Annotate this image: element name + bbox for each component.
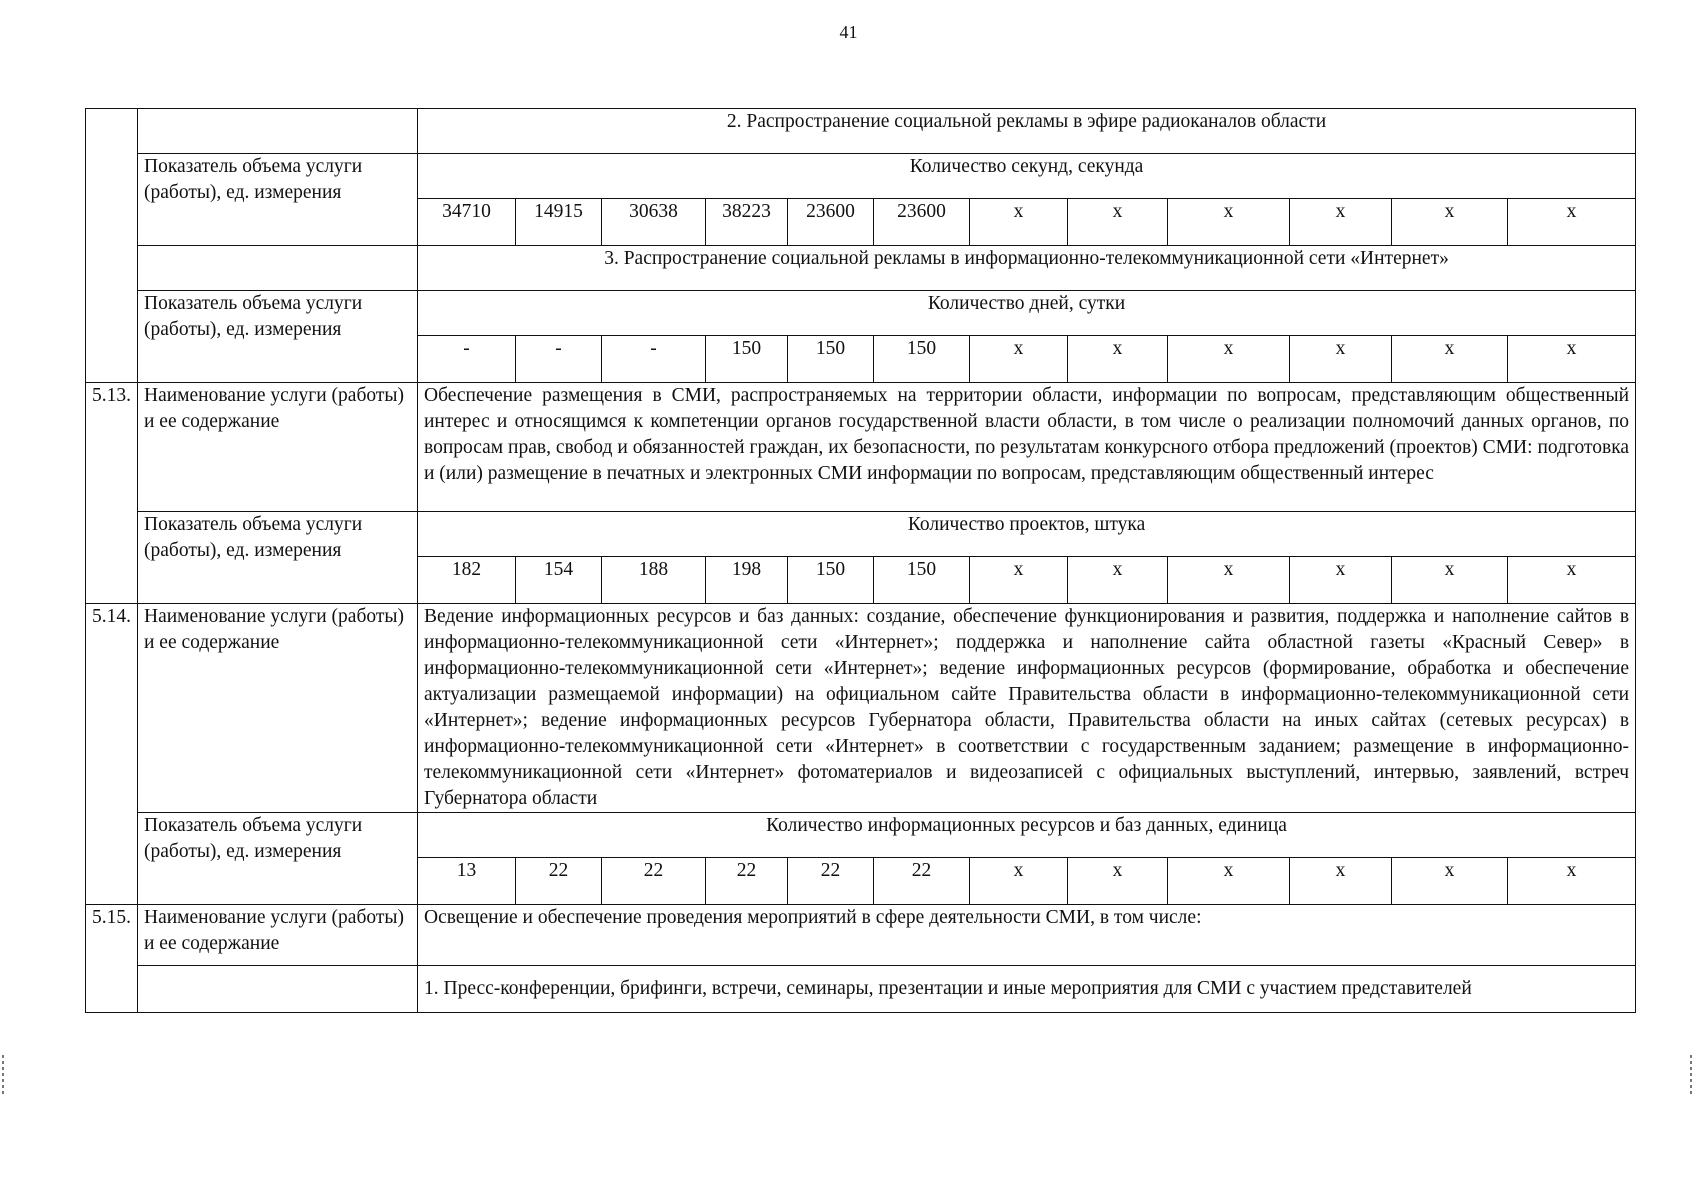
value-cell: x bbox=[1168, 336, 1290, 383]
service-5-14-unit-row bbox=[86, 813, 1636, 858]
value-cell: x bbox=[1068, 199, 1168, 246]
service-5-15-row bbox=[86, 905, 1636, 966]
value-cell: 188 bbox=[602, 557, 706, 604]
value-cell: 30638 bbox=[602, 199, 706, 246]
value-cell: x bbox=[1290, 557, 1392, 604]
service-number: 5.13. bbox=[86, 383, 138, 604]
value-cell: x bbox=[1068, 336, 1168, 383]
value-cell: 150 bbox=[706, 336, 788, 383]
scan-edge-mark bbox=[2, 1055, 4, 1095]
value-cell: 150 bbox=[874, 336, 970, 383]
indicator-label: Показатель объема услуги (работы), ед. измерения bbox=[138, 813, 418, 905]
value-cell: x bbox=[1290, 858, 1392, 905]
service-label: Наименование услуги (работы) и ее содержание bbox=[138, 905, 418, 966]
value-cell: x bbox=[1508, 199, 1636, 246]
value-cell: x bbox=[1168, 858, 1290, 905]
value-cell: 23600 bbox=[874, 199, 970, 246]
value-cell: 22 bbox=[874, 858, 970, 905]
block-3-unit-row bbox=[86, 291, 1636, 336]
services-table bbox=[85, 108, 1636, 1013]
indicator-label: Показатель объема услуги (работы), ед. измерения bbox=[138, 512, 418, 604]
service-5-14-row bbox=[86, 604, 1636, 813]
service-label: Наименование услуги (работы) и ее содержание bbox=[138, 383, 418, 512]
service-number: 5.14. bbox=[86, 604, 138, 905]
sub-item: 1. Пресс-конференции, брифинги, встречи, семинары, презентации и иные мероприятия для СМИ с участием представителей bbox=[418, 966, 1636, 1013]
service-label: Наименование услуги (работы) и ее содержание bbox=[138, 604, 418, 813]
page-number: 41 bbox=[839, 22, 858, 42]
block-2-title-row bbox=[86, 109, 1636, 154]
service-number: 5.15. bbox=[86, 905, 138, 1013]
value-cell: x bbox=[970, 336, 1068, 383]
value-cell: 182 bbox=[418, 557, 516, 604]
value-cell: - bbox=[418, 336, 516, 383]
value-cell: x bbox=[1168, 557, 1290, 604]
value-cell: 198 bbox=[706, 557, 788, 604]
value-cell: 14915 bbox=[516, 199, 602, 246]
empty-label-cell bbox=[138, 966, 418, 1013]
value-cell: 150 bbox=[788, 336, 874, 383]
value-cell: 22 bbox=[706, 858, 788, 905]
value-cell: x bbox=[1068, 557, 1168, 604]
value-cell: x bbox=[1392, 557, 1508, 604]
value-cell: x bbox=[1508, 557, 1636, 604]
block-title: 2. Распространение социальной рекламы в эфире радиоканалов области bbox=[418, 109, 1636, 154]
value-cell: x bbox=[1068, 858, 1168, 905]
unit-cell: Количество секунд, секунда bbox=[418, 154, 1636, 199]
value-cell: x bbox=[1290, 199, 1392, 246]
value-cell: x bbox=[1168, 199, 1290, 246]
value-cell: x bbox=[1392, 858, 1508, 905]
service-description: Обеспечение размещения в СМИ, распространяемых на территории области, информации по вопросам, представляющим общественный интерес и относящимся к компетенции органов государственной власти области, в том числе о реализации полномочий данных органов, по вопросам прав, свобод и обязанностей граждан, их безопасности, по результатам конкурсного отбора предложений (проектов) СМИ: подготовка и (или) размещение в печатных и электронных СМИ информации по вопросам, представляющим общественный интерес bbox=[418, 383, 1636, 512]
value-cell: x bbox=[1508, 336, 1636, 383]
value-cell: 34710 bbox=[418, 199, 516, 246]
value-cell: - bbox=[602, 336, 706, 383]
value-cell: x bbox=[1290, 336, 1392, 383]
empty-label-cell bbox=[138, 109, 418, 154]
block-3-title-row bbox=[86, 246, 1636, 291]
unit-cell: Количество проектов, штука bbox=[418, 512, 1636, 557]
value-cell: x bbox=[1392, 199, 1508, 246]
value-cell: 23600 bbox=[788, 199, 874, 246]
service-5-13-unit-row bbox=[86, 512, 1636, 557]
value-cell: x bbox=[970, 199, 1068, 246]
service-5-13-row bbox=[86, 383, 1636, 512]
value-cell: 13 bbox=[418, 858, 516, 905]
value-cell: x bbox=[970, 858, 1068, 905]
value-cell: 38223 bbox=[706, 199, 788, 246]
service-description: Ведение информационных ресурсов и баз данных: создание, обеспечение функционирования и развития, поддержка и наполнение сайтов в информационно-телекоммуникационной сети «Интернет»; поддержка и наполнение сайта областной газеты «Красный Север» в информационно-телекоммуникационной сети «Интернет»; ведение информационных ресурсов (формирование, обработка и обеспечение актуализации размещаемой информации) на официальном сайте Правительства области в информационно-телекоммуникационной сети «Интернет»; ведение информационных ресурсов Губернатора области, Правительства области на иных сайтах (сетевых ресурсах) в информационно-телекоммуникационной сети «Интернет» в соответствии с государственным заданием; размещение в информационно-телекоммуникационной сети «Интернет» фотоматериалов и видеозаписей с официальных выступлений, интервью, заявлений, встреч Губернатора области bbox=[418, 604, 1636, 813]
value-cell: x bbox=[1508, 858, 1636, 905]
indicator-label: Показатель объема услуги (работы), ед. измерения bbox=[138, 291, 418, 383]
unit-cell: Количество дней, сутки bbox=[418, 291, 1636, 336]
value-cell: 150 bbox=[788, 557, 874, 604]
value-cell: 154 bbox=[516, 557, 602, 604]
value-cell: 22 bbox=[602, 858, 706, 905]
scan-edge-mark bbox=[1690, 1055, 1692, 1095]
empty-number-cell bbox=[86, 109, 138, 383]
service-5-15-sub-row bbox=[86, 966, 1636, 1013]
value-cell: 22 bbox=[516, 858, 602, 905]
unit-cell: Количество информационных ресурсов и баз данных, единица bbox=[418, 813, 1636, 858]
value-cell: x bbox=[970, 557, 1068, 604]
empty-label-cell bbox=[138, 246, 418, 291]
value-cell: x bbox=[1392, 336, 1508, 383]
value-cell: - bbox=[516, 336, 602, 383]
value-cell: 150 bbox=[874, 557, 970, 604]
value-cell: 22 bbox=[788, 858, 874, 905]
block-2-unit-row bbox=[86, 154, 1636, 199]
block-title: 3. Распространение социальной рекламы в информационно-телекоммуникационной сети «Интернет» bbox=[418, 246, 1636, 291]
indicator-label: Показатель объема услуги (работы), ед. измерения bbox=[138, 154, 418, 246]
service-description: Освещение и обеспечение проведения мероприятий в сфере деятельности СМИ, в том числе: bbox=[418, 905, 1636, 966]
